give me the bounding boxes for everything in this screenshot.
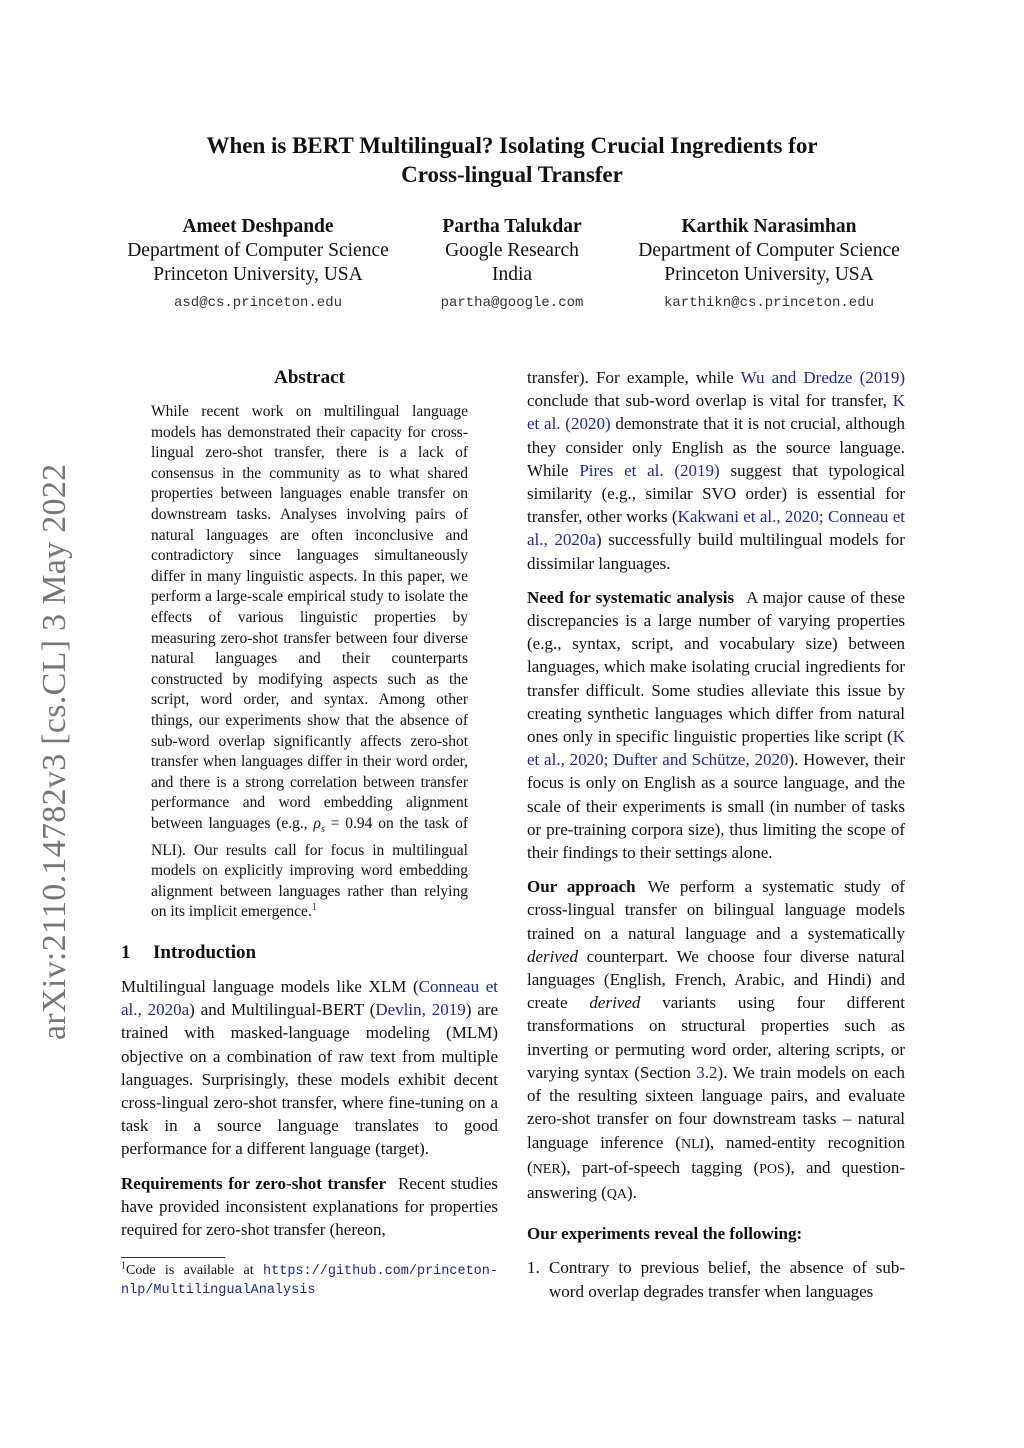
paragraph-text: ) successfully build multilingual models for dissimilar languages. [527, 530, 905, 573]
section-heading-introduction [121, 941, 498, 965]
paragraph-text: conclude that sub-word overlap is vital for transfer, [527, 391, 893, 411]
task-abbreviation: QA [606, 1186, 628, 1202]
paragraph-runin-heading: Requirements for zero-shot transfer [121, 1173, 387, 1193]
emphasis-text: derived [589, 993, 641, 1013]
citation-link[interactable]: Wu and Dredze (2019) [740, 368, 906, 387]
paragraph-text: variants using four different transformations on structural properties such as inverting or permuting word order, altering scripts, or varying syntax (Section [527, 993, 905, 1082]
author-affiliation: Princeton University, USA [664, 264, 874, 285]
paragraph-text: ), named-entity recognition ( [527, 1132, 905, 1177]
author-email[interactable]: karthikn@cs.princeton.edu [663, 295, 875, 311]
list-item [527, 1256, 905, 1302]
paragraph-text: ), part-of-speech tagging ( [560, 1157, 760, 1177]
emphasis-text: derived [527, 946, 578, 966]
paragraph-text: ), and question-answering ( [527, 1157, 905, 1202]
paragraph-text: ) are trained with masked-language modeling (MLM) objective on a combination of raw text from multiple languages. Surprisingly, these models exhibit decent cross-lingual zero-shot transfer, where fine-tuning on a task in a source language translates to good performance for a different language (target). [121, 1000, 498, 1159]
right-paragraph-2 [527, 586, 905, 864]
findings-list [527, 1256, 905, 1302]
right-column [527, 366, 905, 1303]
citation-link[interactable]: Conneau et al., 2020a [121, 976, 498, 1020]
paragraph-runin-heading: Our approach [527, 877, 636, 897]
citation-link[interactable]: Pires et al. (2019) [579, 460, 720, 480]
footnote [121, 1262, 498, 1300]
author-affiliation: Department of Computer Science [127, 240, 389, 261]
paragraph-text: suggest that typological similarity (e.g., similar SVO order) is essential for transfer, other works ( [527, 460, 905, 527]
citation-link[interactable]: K et al., 2020; Dufter and Schütze, 2020 [527, 727, 905, 770]
author-name: Karthik Narasimhan [681, 216, 857, 237]
paragraph-text: ). However, their focus is only on English as a source language, and the scale of their experiments is small (in number of tasks or pre-training corpora size), thus limiting the scope of their findings to their settings alone. [527, 750, 905, 863]
abstract-body [151, 402, 468, 923]
paragraph-text: ). We train models on each of the resulting sixteen language pairs, and evaluate zero-shot transfer on four downstream tasks – natural language inference ( [527, 1062, 905, 1152]
paper-title [130, 131, 894, 189]
paragraph-text: counterpart. We choose four diverse natural languages (English, French, Arabic, and Hindi) and create [527, 946, 905, 1013]
findings-heading: Our experiments reveal the following: [527, 1224, 803, 1244]
task-abbreviation: NLI [680, 1136, 705, 1152]
author-affiliation: India [491, 264, 533, 285]
section-title: Introduction [153, 941, 257, 963]
author-block-3 [620, 215, 918, 315]
footnote-number: 1 [121, 1260, 126, 1272]
task-abbreviation: NER [532, 1161, 561, 1177]
abstract-text: While recent work on multilingual language models has demonstrated their capacity for cross-lingual zero-shot transfer, there is a lack of consensus in the community as to what shared properties between languages enable transfer on downstream tasks. Analyses involving pairs of natural languages are often inconclusive and contradictory since languages simultaneously differ in many linguistic aspects. In this paper, we perform a large-scale empirical study to isolate the effects of various linguistic properties by measuring zero-shot transfer between four diverse natural languages and their counterparts constructed by modifying aspects such as the script, word order, and syntax. Among other things, our experiments show that the absence of sub-word overlap significantly affects zero-shot transfer when languages differ in their word order, and there is a strong correlation between transfer performance and word embedding alignment between languages (e.g., [151, 403, 468, 832]
footnote-marker[interactable]: 1 [311, 902, 317, 914]
paragraph-runin-heading: Need for systematic analysis [527, 587, 735, 607]
arxiv-identifier-stamp: arXiv:2110.14782v3 [cs.CL] 3 May 2022 [36, 463, 73, 1040]
rho-symbol: ρ [313, 814, 321, 832]
rho-subscript: s [320, 823, 325, 835]
title-line-1: When is BERT Multilingual? Isolating Crucial Ingredients for [206, 133, 818, 158]
abstract-heading: Abstract [274, 367, 345, 388]
citation-link[interactable]: Devlin, 2019 [375, 1000, 466, 1020]
github-url-link[interactable]: https://github.com/princeton-nlp/MultilingualAnalysis [121, 1264, 498, 1299]
intro-paragraph-2 [121, 1172, 498, 1242]
intro-paragraph-1 [121, 975, 498, 1161]
citation-link[interactable]: K et al. (2020) [527, 391, 905, 434]
paragraph-text: We perform a systematic study of cross-lingual transfer on bilingual language models trained on a natural language and a systematically [527, 877, 905, 943]
author-block-1 [112, 215, 404, 315]
author-affiliation: Princeton University, USA [153, 264, 363, 285]
left-column [121, 366, 498, 1300]
footnote-divider [121, 1257, 225, 1258]
author-block-2 [416, 215, 608, 315]
title-line-2: Cross-lingual Transfer [401, 162, 623, 187]
citation-link[interactable]: Kakwani et al., 2020; Conneau et al., 2020a [527, 507, 905, 550]
paragraph-text: ) and Multilingual-BERT ( [189, 1000, 376, 1020]
paragraph-text: Recent studies have provided inconsistent explanations for properties required for zero-shot transfer (hereon, [121, 1173, 498, 1239]
paragraph-text: A major cause of these discrepancies is a large number of varying properties (e.g., syntax, script, and vocabulary size) between languages, which make isolating crucial ingredients for transfer difficult. Some studies alleviate this issue by creating synthetic languages which differ from natural ones only in specific linguistic properties like script ( [527, 587, 905, 747]
task-abbreviation: POS [759, 1161, 785, 1177]
author-affiliation: Google Research [445, 240, 579, 261]
author-email[interactable]: asd@cs.princeton.edu [173, 295, 343, 311]
paragraph-text: ). [627, 1182, 637, 1202]
author-name: Ameet Deshpande [182, 216, 334, 237]
footnote-text: Code is available at [126, 1263, 264, 1279]
author-name: Partha Talukdar [442, 216, 582, 237]
author-email[interactable]: partha@google.com [440, 295, 584, 311]
abstract-text: = 0.94 on the task of NLI). Our results call for focus in multilingual models on explicitly improving word embedding alignment between languages rather than relying on its implicit emergence. [151, 814, 468, 921]
right-paragraph-3 [527, 875, 905, 1206]
paragraph-text: transfer). For example, while [527, 368, 741, 387]
list-item-number: 1. [527, 1258, 540, 1278]
right-paragraph-1 [527, 366, 905, 575]
author-affiliation: Department of Computer Science [638, 240, 900, 261]
paragraph-text: demonstrate that it is not crucial, although they consider only English as the source language. While [527, 414, 905, 480]
section-reference-link[interactable]: 3.2 [696, 1062, 718, 1082]
section-number: 1 [121, 941, 131, 963]
list-item-text: Contrary to previous belief, the absence of sub-word overlap degrades transfer when languages [549, 1258, 905, 1301]
paragraph-text: Multilingual language models like XLM ( [121, 976, 419, 996]
